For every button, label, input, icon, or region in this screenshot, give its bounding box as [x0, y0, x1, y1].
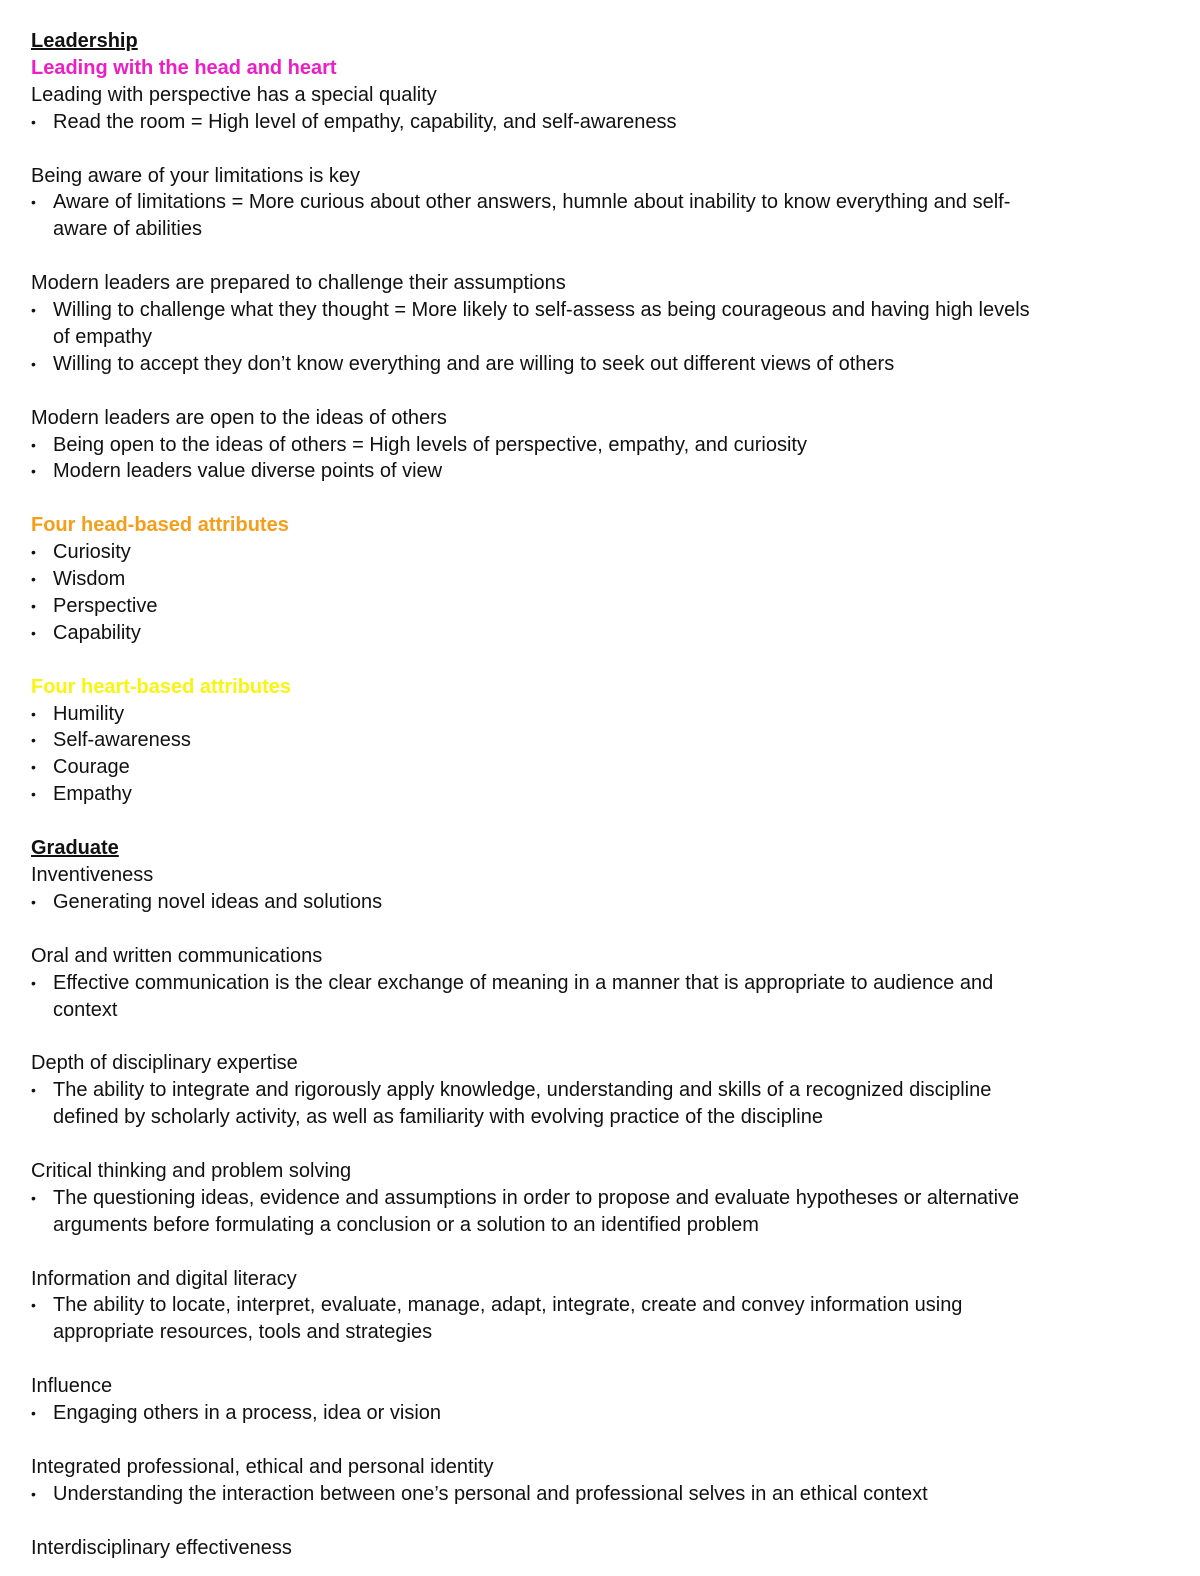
- bullet-item: [31, 727, 1181, 754]
- topic-label-critical-thinking-and-problem-solving: Critical thinking and problem solving: [31, 1159, 352, 1182]
- bullet-item: [31, 1077, 1181, 1131]
- spacer: [31, 1346, 1181, 1373]
- bullet-icon: •: [31, 1297, 36, 1314]
- spacer: [31, 808, 1181, 835]
- bullet-icon: •: [31, 759, 36, 776]
- bullet-item: [31, 1400, 1181, 1427]
- bullet-item: [31, 189, 1181, 243]
- bullet-item: [31, 620, 1181, 647]
- bullet-text: Aware of limitations = More curious about other answers, humnle about inability to know everything and self- aware of abilities: [53, 191, 1011, 241]
- sub-heading-four-heart-based-attributes: Four heart-based attributes: [31, 675, 292, 698]
- bullet-icon: •: [31, 1082, 36, 1099]
- spacer: [31, 243, 1181, 270]
- topic-label-integrated-professional-ethical-and-pers: Integrated professional, ethical and personal identity: [31, 1455, 494, 1478]
- bullet-icon: •: [31, 1189, 36, 1206]
- bullet-icon: •: [31, 624, 36, 641]
- bullet-icon: •: [31, 786, 36, 803]
- spacer: [31, 1023, 1181, 1050]
- bullet-icon: •: [31, 1485, 36, 1502]
- spacer: [31, 378, 1181, 405]
- bullet-item: [31, 1292, 1181, 1346]
- topic-label-depth-of-disciplinary-expertise: Depth of disciplinary expertise: [31, 1052, 298, 1075]
- bullet-item: [31, 432, 1181, 459]
- bullet-icon: •: [31, 571, 36, 588]
- bullet-item: [31, 566, 1181, 593]
- topic-label-information-and-digital-literacy: Information and digital literacy: [31, 1267, 297, 1290]
- topic-label-leading-with-perspective-has-a-special-q: Leading with perspective has a special quality: [31, 83, 437, 106]
- bullet-item: [31, 297, 1181, 351]
- bullet-text: Wisdom: [53, 568, 126, 591]
- bullet-icon: •: [31, 597, 36, 614]
- bullet-text: The ability to integrate and rigorously apply knowledge, understanding and skills of a recognized discipline defined by scholarly activity, as well as familiarity with evolving practice of the discipline: [53, 1079, 992, 1129]
- bullet-text: Read the room = High level of empathy, capability, and self-awareness: [53, 110, 677, 133]
- sub-heading-leading-with-the-head-and-heart: Leading with the head and heart: [31, 56, 337, 79]
- bullet-text: The ability to locate, interpret, evaluate, manage, adapt, integrate, create and convey information using appropriate resources, tools and strategies: [53, 1294, 963, 1344]
- bullet-text: Generating novel ideas and solutions: [53, 890, 383, 913]
- bullet-item: [31, 781, 1181, 808]
- spacer: [31, 485, 1181, 512]
- bullet-item: [31, 1481, 1181, 1508]
- bullet-text: Engaging others in a process, idea or vision: [53, 1402, 442, 1425]
- spacer: [31, 136, 1181, 163]
- bullet-text: Capability: [53, 621, 141, 644]
- bullet-text: Willing to accept they don’t know everything and are willing to seek out different views of others: [53, 352, 895, 375]
- bullet-text: Empathy: [53, 783, 132, 806]
- bullet-item: [31, 754, 1181, 781]
- bullet-item: [31, 970, 1181, 1024]
- bullet-text: Courage: [53, 756, 130, 779]
- bullet-icon: •: [31, 436, 36, 453]
- bullet-icon: •: [31, 463, 36, 480]
- bullet-icon: •: [31, 893, 36, 910]
- topic-label-influence: Influence: [31, 1375, 113, 1398]
- bullet-item: [31, 1185, 1181, 1239]
- spacer: [31, 1508, 1181, 1535]
- bullet-text: Modern leaders value diverse points of view: [53, 460, 443, 483]
- bullet-icon: •: [31, 544, 36, 561]
- topic-label-inventiveness: Inventiveness: [31, 864, 154, 886]
- section-title-graduate: Graduate: [31, 837, 119, 860]
- section-title-leadership: Leadership: [31, 30, 138, 52]
- bullet-icon: •: [31, 1405, 36, 1422]
- topic-label-being-aware-of-your-limitations-is-key: Being aware of your limitations is key: [31, 164, 361, 187]
- bullet-text: Willing to challenge what they thought = More likely to self-assess as being courageous and having high levels of empathy: [53, 299, 1030, 348]
- bullet-icon: •: [31, 732, 36, 749]
- bullet-item: [31, 593, 1181, 620]
- spacer: [31, 1239, 1181, 1266]
- spacer: [31, 1427, 1181, 1454]
- bullet-item: [31, 109, 1181, 136]
- bullet-icon: •: [31, 705, 36, 722]
- spacer: [31, 647, 1181, 674]
- bullet-item: [31, 458, 1181, 485]
- spacer: [31, 916, 1181, 943]
- bullet-icon: •: [31, 974, 36, 991]
- topic-label-interdisciplinary-effectiveness: Interdisciplinary effectiveness: [31, 1536, 292, 1559]
- topic-label-oral-and-written-communications: Oral and written communications: [31, 944, 323, 967]
- bullet-text: Understanding the interaction between one’s personal and professional selves in an ethical context: [53, 1482, 928, 1505]
- spacer: [31, 1131, 1181, 1158]
- bullet-icon: •: [31, 302, 36, 319]
- topic-label-modern-leaders-are-prepared-to-challenge: Modern leaders are prepared to challenge their assumptions: [31, 272, 566, 295]
- bullet-text: Effective communication is the clear exchange of meaning in a manner that is appropriate to audience and context: [53, 971, 994, 1021]
- bullet-item: [31, 889, 1181, 916]
- bullet-item: [31, 539, 1181, 566]
- bullet-icon: •: [31, 194, 36, 211]
- bullet-icon: •: [31, 355, 36, 372]
- bullet-text: Curiosity: [53, 541, 131, 564]
- document-body: [31, 28, 1181, 1561]
- bullet-text: The questioning ideas, evidence and assumptions in order to propose and evaluate hypotheses or alternative arguments before formulating a conclusion or a solution to an identified problem: [53, 1186, 1020, 1236]
- bullet-icon: •: [31, 113, 36, 130]
- bullet-text: Being open to the ideas of others = High levels of perspective, empathy, and curiosity: [53, 433, 807, 456]
- bullet-item: [31, 351, 1181, 378]
- bullet-text: Self-awareness: [53, 729, 191, 752]
- bullet-item: [31, 701, 1181, 728]
- sub-heading-four-head-based-attributes: Four head-based attributes: [31, 514, 289, 537]
- bullet-text: Humility: [53, 702, 125, 725]
- topic-label-modern-leaders-are-open-to-the-ideas-of-: Modern leaders are open to the ideas of others: [31, 406, 447, 429]
- bullet-text: Perspective: [53, 594, 158, 617]
